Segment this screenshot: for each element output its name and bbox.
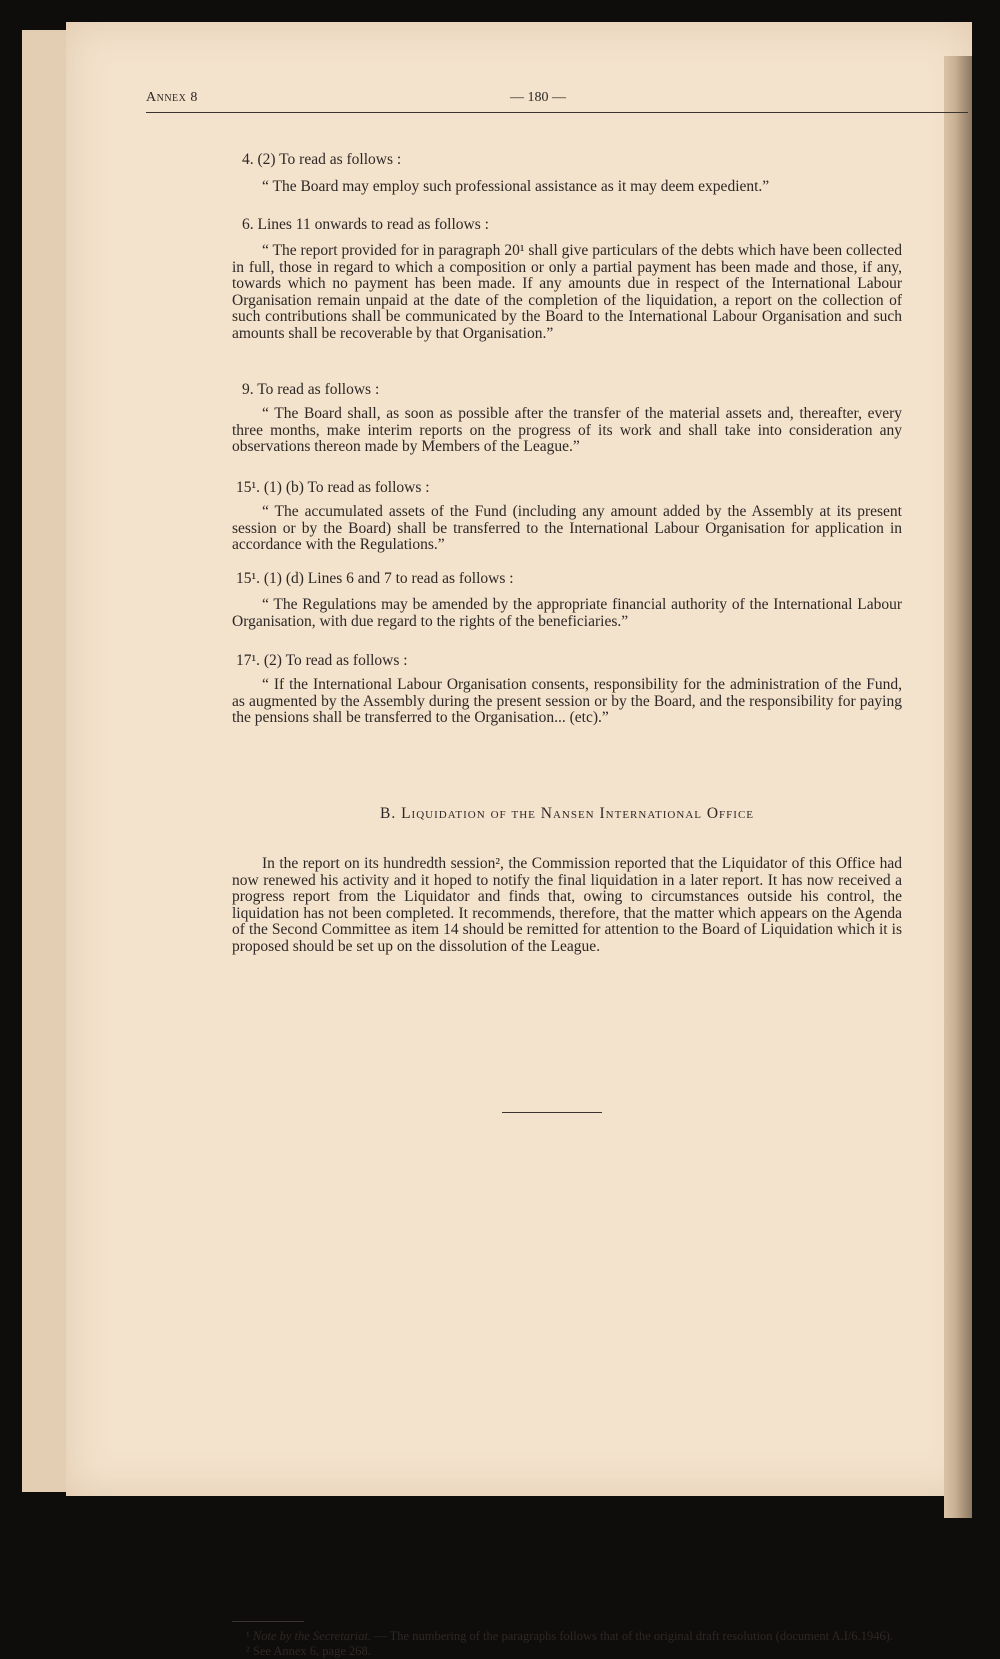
quote-text: “ The report provided for in paragraph 20¹ shall give particulars of the debts which have been collected in full, those in regard to which a composition or only a partial payment has been made and those, if any, towards which no payment has been made. If any amounts due in respect of the International Labour Organisation remain unpaid at the date of the completion of the liquidation, a report on the collection of such contributions shall be communicated by the Board to the International Labour Organisation and such amounts shall be recoverable by that Organisation.” (232, 242, 902, 342)
section-title: B. Liquidation of the Nansen International Office (379, 805, 755, 822)
item-quote (232, 243, 902, 342)
footnote-text: — The numbering of the paragraphs follows that of the original draft resolution (document A.I/6.1946). (371, 1629, 894, 1643)
footnote-label: Note by the Secretariat. (252, 1629, 372, 1643)
item-lead: 17¹. (2) To read as follows : (236, 652, 408, 669)
item-lead: 15¹. (1) (d) Lines 6 and 7 to read as follows : (236, 570, 514, 587)
item-quote (232, 179, 902, 196)
footnote-text: See Annex 6, page 268. (249, 1644, 371, 1658)
section-paragraph: In the report on its hundredth session², the Commission reported that the Liquidator of this Office had now renewed his activity and it hoped to notify the final liquidation in a later report. It has now received a progress report from the Liquidator and finds that, owing to circumstances outside his control, the liquidation has not been completed. It recommends, therefore, that the matter which appears on the Agenda of the Second Committee as item 14 should be remitted for attention to the Board of Liquidation which it is proposed should be set up on the dissolution of the League. (232, 855, 902, 955)
quote-text: “ The accumulated assets of the Fund (including any amount added by the Assembly at its present session or by the Board) shall be transferred to the International Labour Organisation for application in accordance with the Regulations.” (232, 503, 902, 553)
document-page (66, 22, 972, 1658)
quote-text: “ If the International Labour Organisation consents, responsibility for the administration of the Fund, as augmented by the Assembly during the present session or by the Board, and the responsibility for paying the pensions shall be transferred to the Organisation... (etc).” (232, 676, 902, 726)
footnote (232, 1644, 902, 1659)
item-quote (232, 406, 902, 456)
page-header (146, 90, 968, 113)
item-quote (232, 677, 902, 727)
quote-text: “ The Regulations may be amended by the appropriate financial authority of the International Labour Organisation, with due regard to the rights of the beneficiaries.” (232, 596, 902, 630)
item-lead: 15¹. (1) (b) To read as follows : (236, 479, 430, 496)
end-divider (502, 1112, 602, 1113)
footnote (232, 1629, 902, 1644)
quote-text: “ The Board shall, as soon as possible after the transfer of the material assets and, thereafter, every three months, make interim reports on the progress of its work and shall take into consideration any observations thereon made by Members of the League.” (232, 405, 902, 455)
footnote-rule (232, 1621, 304, 1622)
page-number: — 180 — (510, 90, 566, 105)
footnote-marker: ¹ (246, 1629, 250, 1643)
item-lead: 6. Lines 11 onwards to read as follows : (242, 216, 489, 233)
footnotes (232, 1629, 902, 1659)
running-head: Annex 8 (146, 90, 198, 105)
item-lead: 9. To read as follows : (242, 381, 380, 398)
item-quote (232, 504, 902, 554)
item-quote (232, 597, 902, 630)
item-lead: 4. (2) To read as follows : (242, 151, 402, 168)
quote-text: “ The Board may employ such professional assistance as it may deem expedient.” (262, 178, 770, 195)
footnote-marker: ² (246, 1644, 250, 1658)
page-content (66, 22, 972, 1658)
